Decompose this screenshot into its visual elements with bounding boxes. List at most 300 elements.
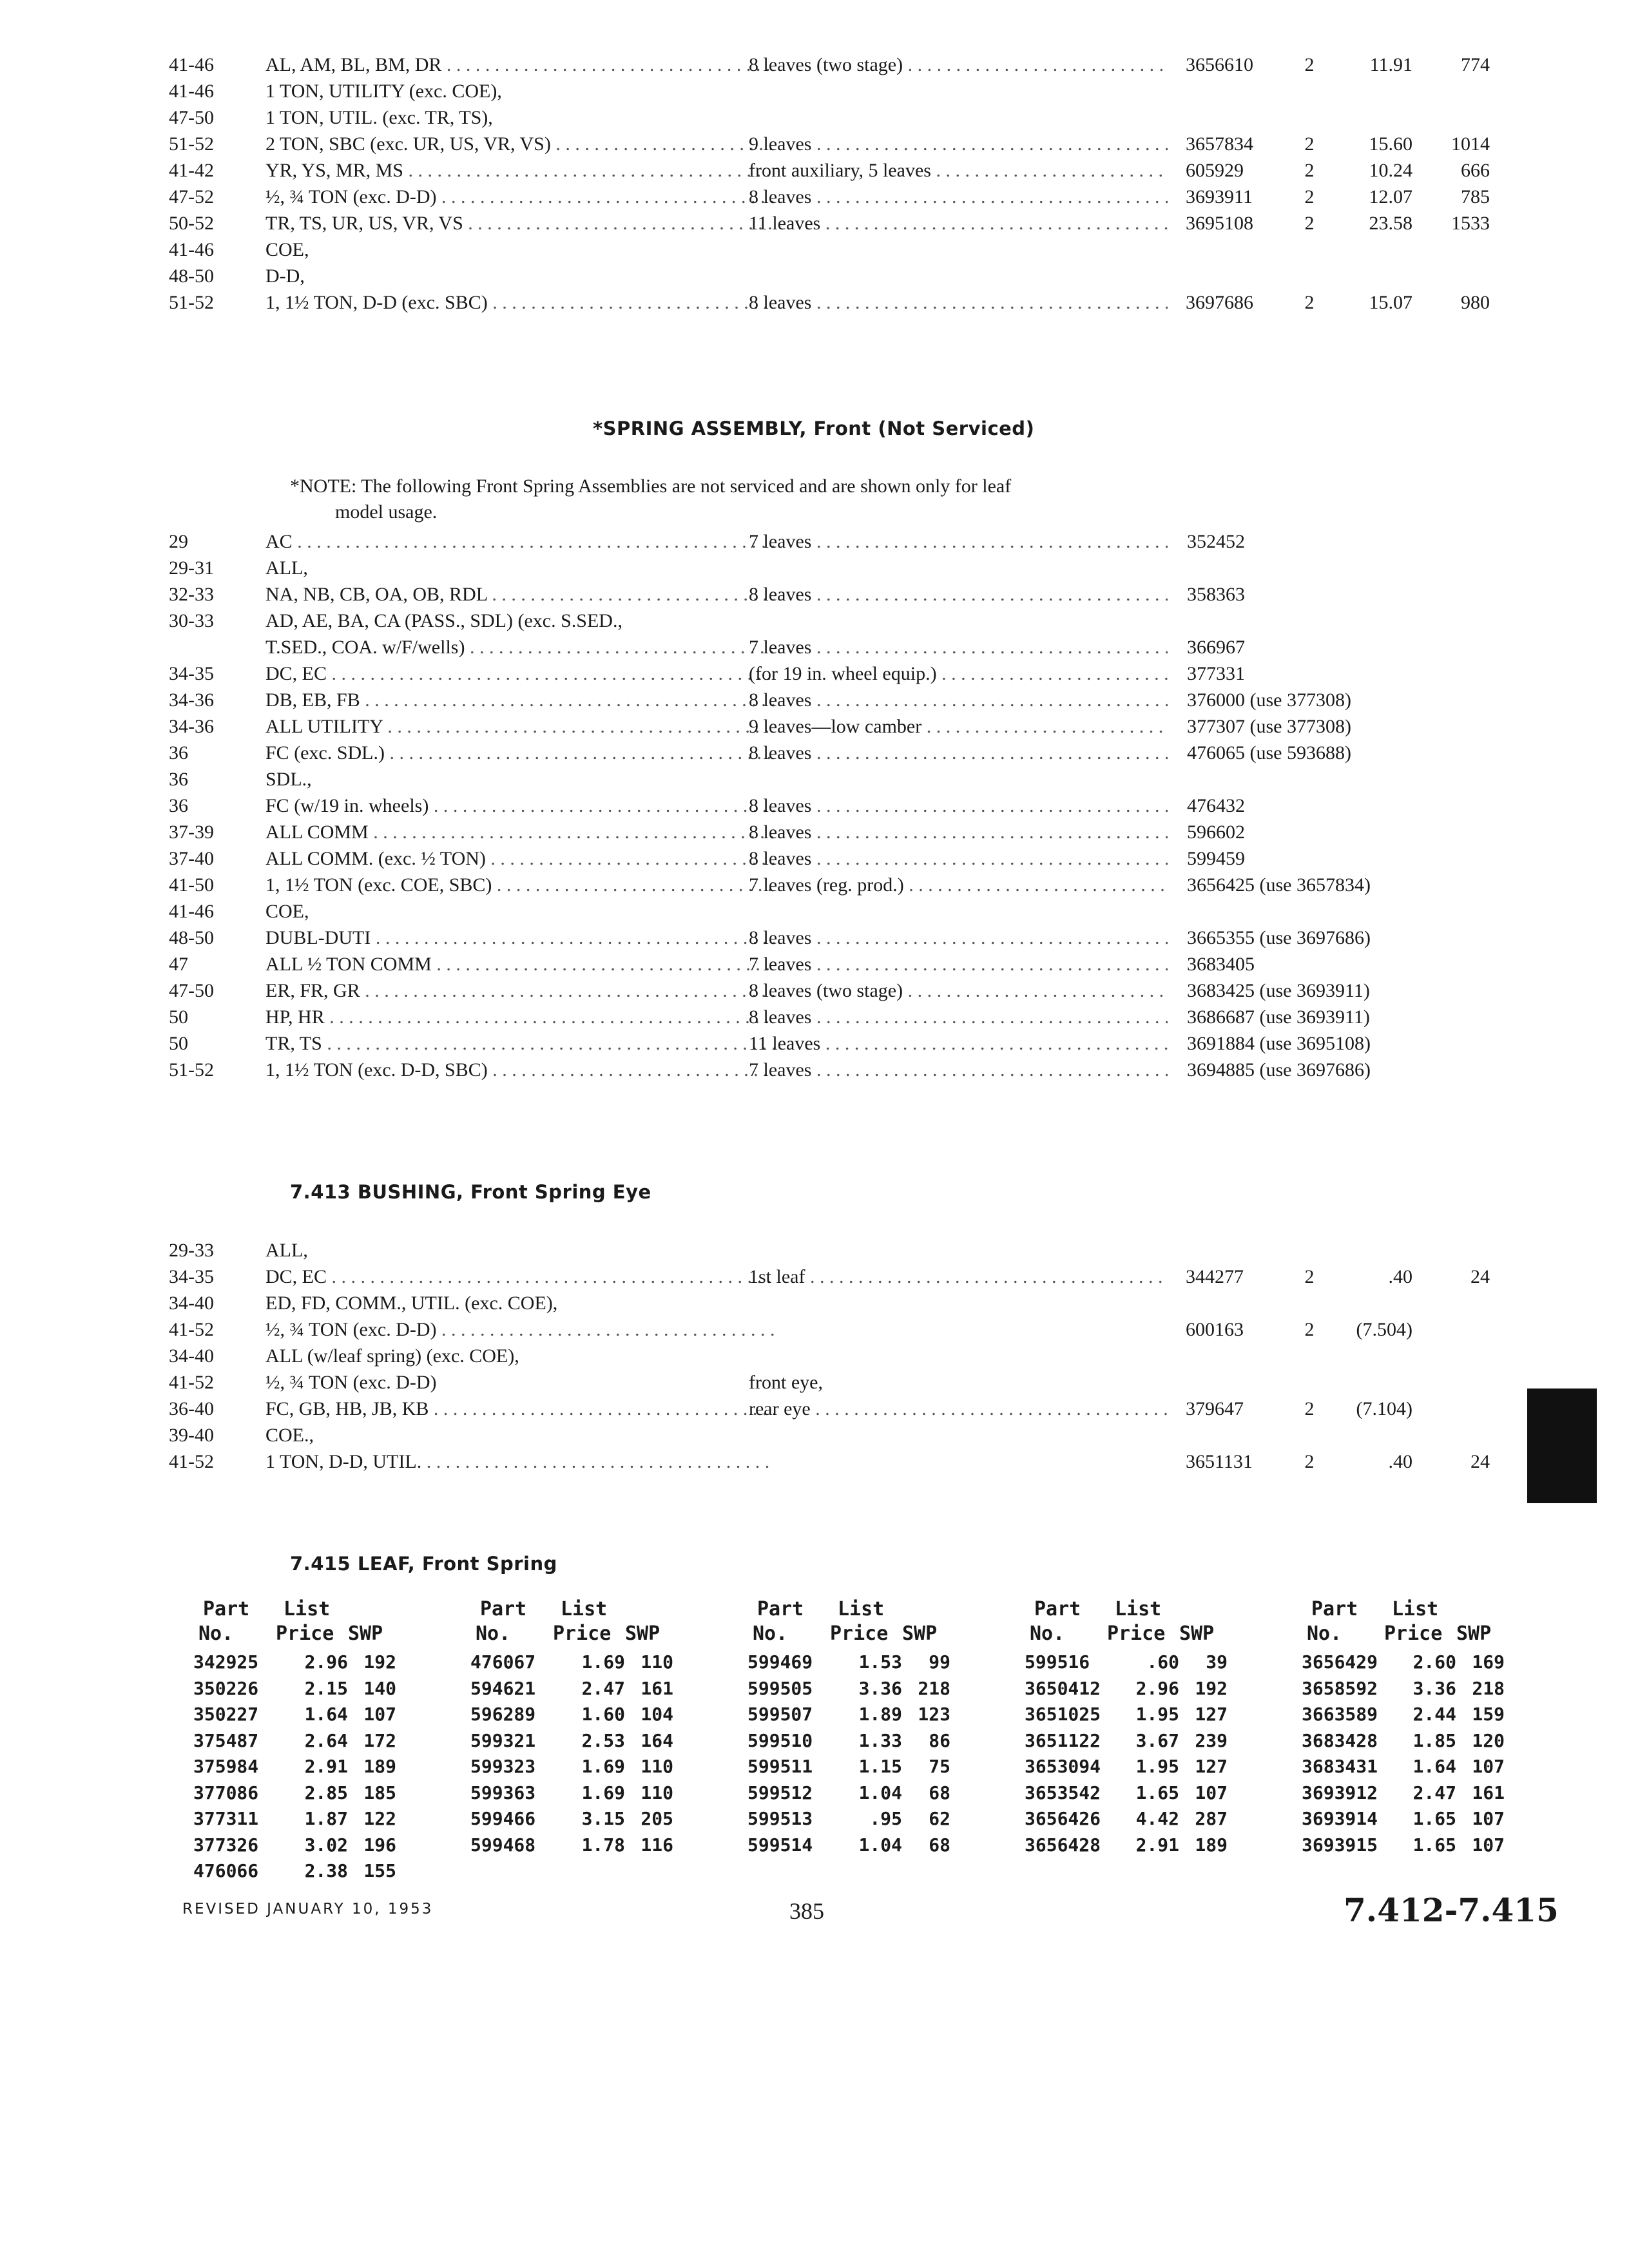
- part-number: 3657834: [1186, 133, 1253, 155]
- leaf-swp: 189: [1195, 1834, 1228, 1856]
- leaf-row: [1025, 1754, 1282, 1780]
- leaf-swp: 172: [363, 1729, 396, 1751]
- model-years: 47-50: [169, 107, 214, 128]
- part-number: 358363: [1187, 584, 1245, 605]
- model-list: FC, GB, HB, JB, KB . . .: [265, 1396, 775, 1422]
- model-years: 41-46: [169, 81, 214, 102]
- leaf-swp: 161: [1472, 1782, 1505, 1803]
- model-years: 37-39: [169, 822, 214, 843]
- leaf-swp: 122: [363, 1808, 396, 1829]
- leaf-swp: 127: [1195, 1704, 1228, 1725]
- model-list: COE,: [265, 901, 309, 922]
- leaf-part-number: 3693915: [1302, 1834, 1378, 1856]
- leaf-list-price: 4.42: [1135, 1808, 1179, 1829]
- table-row: [169, 766, 1509, 793]
- leaf-part-number: 599466: [470, 1808, 536, 1829]
- header-price: Price: [830, 1622, 889, 1645]
- model-list: ALL,: [265, 1240, 308, 1261]
- header-list: List: [284, 1598, 331, 1620]
- leaf-list-price: .95: [869, 1808, 902, 1829]
- model-list: 1, 1½ TON, D-D (exc. SBC) . . .: [265, 289, 775, 316]
- description: 1st leaf . . .: [749, 1264, 1168, 1290]
- table-row: [169, 104, 1509, 131]
- leaf-part-number: 350226: [193, 1677, 259, 1699]
- leaf-swp: 140: [363, 1677, 396, 1699]
- leaf-part-number: 599512: [747, 1782, 813, 1803]
- leaf-list-price: 1.85: [1412, 1729, 1456, 1751]
- leaf-row: [747, 1832, 1005, 1859]
- leaf-list-price: 1.04: [858, 1782, 902, 1803]
- model-years: 34-35: [169, 663, 214, 684]
- leaf-list-price: 3.67: [1135, 1729, 1179, 1751]
- description: 8 leaves (two stage) . . .: [749, 977, 1168, 1004]
- leaf-swp: 169: [1472, 1651, 1505, 1673]
- header-price: Price: [1384, 1622, 1443, 1645]
- table-row: [169, 1396, 1509, 1422]
- part-number: 377307 (use 377308): [1187, 716, 1351, 737]
- section-heading-spring-assembly: *SPRING ASSEMBLY, Front (Not Serviced): [593, 418, 1035, 439]
- leaf-list-price: 2.91: [1135, 1834, 1179, 1856]
- leaf-swp: 62: [929, 1808, 950, 1829]
- model-list: NA, NB, CB, OA, OB, RDL . . .: [265, 581, 775, 608]
- table-row: [169, 660, 1509, 687]
- quantity: 2: [1304, 1398, 1315, 1419]
- table-row: [169, 1343, 1509, 1369]
- leaf-row: [1025, 1780, 1282, 1807]
- leaf-part-number: 3653094: [1025, 1756, 1101, 1777]
- model-years: 41-46: [169, 239, 214, 260]
- description: 8 leaves . . .: [749, 184, 1168, 210]
- part-number: 3686687 (use 3693911): [1187, 1006, 1370, 1028]
- table-row: [169, 634, 1509, 660]
- header-part: Part: [1034, 1598, 1081, 1620]
- table-row: [169, 687, 1509, 713]
- leaf-part-number: 375984: [193, 1756, 259, 1777]
- thumb-index-tab: [1527, 1389, 1597, 1503]
- leaf-list-price: .60: [1146, 1651, 1179, 1673]
- leaf-row: [470, 1754, 728, 1780]
- leaf-part-number: 3683428: [1302, 1729, 1378, 1751]
- part-number: 596602: [1187, 822, 1245, 843]
- table-row: [169, 951, 1509, 977]
- list-price: 23.58: [1369, 213, 1412, 234]
- leaf-swp: 196: [363, 1834, 396, 1856]
- model-list: 1 TON, UTIL. (exc. TR, TS),: [265, 107, 493, 128]
- table-row: [169, 819, 1509, 845]
- leaf-list-price: 1.60: [581, 1704, 625, 1725]
- leaf-list-price: 3.36: [858, 1677, 902, 1699]
- header-price: Price: [276, 1622, 334, 1645]
- model-list: FC (exc. SDL.) . . .: [265, 740, 775, 766]
- model-years: 51-52: [169, 133, 214, 155]
- description: 8 leaves . . .: [749, 289, 1168, 316]
- model-list: T.SED., COA. w/F/wells) . . .: [265, 634, 775, 660]
- model-years: 41-46: [169, 901, 214, 922]
- header-list: List: [838, 1598, 885, 1620]
- leaf-swp: 110: [641, 1756, 673, 1777]
- leaf-swp: 86: [929, 1729, 950, 1751]
- leaf-swp: 110: [641, 1782, 673, 1803]
- table-row: [169, 1422, 1509, 1448]
- part-number: 3695108: [1186, 213, 1253, 234]
- table-row: [169, 78, 1509, 104]
- leaf-row: [470, 1780, 728, 1807]
- model-list: ALL UTILITY . . .: [265, 713, 775, 740]
- header-part-no: No.: [198, 1622, 234, 1645]
- description: 8 leaves . . .: [749, 1004, 1168, 1030]
- leaf-swp: 99: [929, 1651, 950, 1673]
- leaf-column-header: [193, 1598, 451, 1649]
- part-number: 352452: [1187, 531, 1245, 552]
- table-row: [169, 184, 1509, 210]
- swp-value: 1014: [1451, 133, 1490, 155]
- header-list: List: [1115, 1598, 1162, 1620]
- leaf-swp: 104: [641, 1704, 673, 1725]
- list-price: (7.104): [1356, 1398, 1412, 1419]
- table-row: [169, 1316, 1509, 1343]
- leaf-list-price: 1.65: [1412, 1808, 1456, 1829]
- header-list: List: [1392, 1598, 1439, 1620]
- model-list: D-D,: [265, 265, 305, 287]
- page-number: 385: [789, 1898, 824, 1924]
- description: 7 leaves . . .: [749, 1057, 1168, 1083]
- leaf-part-number: 3650412: [1025, 1677, 1101, 1699]
- model-years: 41-52: [169, 1451, 214, 1472]
- model-years: 37-40: [169, 848, 214, 869]
- leaf-part-number: 599321: [470, 1729, 536, 1751]
- leaf-swp: 159: [1472, 1704, 1505, 1725]
- leaf-swp: 39: [1206, 1651, 1228, 1673]
- not-serviced-table: [169, 528, 1509, 1083]
- part-number: 379647: [1186, 1398, 1244, 1419]
- model-years: 34-40: [169, 1293, 214, 1314]
- model-years: 41-52: [169, 1319, 214, 1340]
- model-list: 1 TON, UTILITY (exc. COE),: [265, 81, 502, 102]
- leaf-row: [1302, 1702, 1559, 1728]
- leaf-row: [1025, 1832, 1282, 1859]
- model-list: DC, EC . . .: [265, 1264, 775, 1290]
- leaf-row: [193, 1832, 451, 1859]
- table-row: [169, 52, 1509, 78]
- model-years: 48-50: [169, 927, 214, 948]
- leaf-swp: 185: [363, 1782, 396, 1803]
- list-price: .40: [1388, 1451, 1412, 1472]
- leaf-list-price: 1.89: [858, 1704, 902, 1725]
- description: (for 19 in. wheel equip.) . . .: [749, 660, 1168, 687]
- leaf-row: [470, 1649, 728, 1676]
- part-number: 3656610: [1186, 54, 1253, 75]
- quantity: 2: [1304, 160, 1315, 181]
- table-row: [169, 793, 1509, 819]
- leaf-list-price: 3.15: [581, 1808, 625, 1829]
- list-price: (7.504): [1356, 1319, 1412, 1340]
- description: 8 leaves . . .: [749, 845, 1168, 872]
- model-years: 29: [169, 531, 188, 552]
- leaf-part-number: 599516: [1025, 1651, 1090, 1673]
- description: 7 leaves . . .: [749, 951, 1168, 977]
- leaf-list-price: 2.38: [304, 1860, 348, 1881]
- leaf-row: [1302, 1754, 1559, 1780]
- description: 7 leaves . . .: [749, 528, 1168, 555]
- model-list: HP, HR . . .: [265, 1004, 775, 1030]
- quantity: 2: [1304, 292, 1315, 313]
- swp-value: 24: [1470, 1451, 1490, 1472]
- model-list: ½, ¾ TON (exc. D-D) . . .: [265, 184, 775, 210]
- leaf-list-price: 1.53: [858, 1651, 902, 1673]
- table-row: [169, 1448, 1509, 1475]
- model-list: ALL COMM. (exc. ½ TON) . . .: [265, 845, 775, 872]
- leaf-list-price: 2.15: [304, 1677, 348, 1699]
- description: 8 leaves . . .: [749, 925, 1168, 951]
- model-years: 41-46: [169, 54, 214, 75]
- leaf-part-number: 599511: [747, 1756, 813, 1777]
- model-list: ER, FR, GR . . .: [265, 977, 775, 1004]
- description: 7 leaves (reg. prod.) . . .: [749, 872, 1168, 898]
- leaf-part-number: 3658592: [1302, 1677, 1378, 1699]
- leaf-row: [1302, 1676, 1559, 1702]
- leaf-row: [193, 1676, 451, 1702]
- swp-value: 1533: [1451, 213, 1490, 234]
- table-row: [169, 740, 1509, 766]
- table-row: [169, 713, 1509, 740]
- leaf-list-price: 1.69: [581, 1756, 625, 1777]
- model-list: SDL.,: [265, 769, 312, 790]
- list-price: 15.60: [1369, 133, 1412, 155]
- header-price: Price: [553, 1622, 612, 1645]
- leaf-row: [747, 1649, 1005, 1676]
- model-years: 39-40: [169, 1425, 214, 1446]
- part-number: 3651131: [1186, 1451, 1253, 1472]
- leaf-list-price: 1.64: [1412, 1756, 1456, 1777]
- leaf-list-price: 2.60: [1412, 1651, 1456, 1673]
- table-row: [169, 157, 1509, 184]
- leaf-list-price: 2.44: [1412, 1704, 1456, 1725]
- leaf-part-number: 476067: [470, 1651, 536, 1673]
- part-number: 344277: [1186, 1266, 1244, 1287]
- description: 8 leaves . . .: [749, 793, 1168, 819]
- leaf-row: [1302, 1649, 1559, 1676]
- model-years: 41-52: [169, 1372, 214, 1393]
- leaf-row: [470, 1832, 728, 1859]
- model-list: ALL ½ TON COMM . . .: [265, 951, 775, 977]
- leaf-part-number: 342925: [193, 1651, 259, 1673]
- leaf-part-number: 3651122: [1025, 1729, 1101, 1751]
- leaf-row: [1302, 1832, 1559, 1859]
- leaf-swp: 123: [918, 1704, 950, 1725]
- description: 8 leaves . . .: [749, 581, 1168, 608]
- table-row: [169, 845, 1509, 872]
- leaf-list-price: 1.78: [581, 1834, 625, 1856]
- leaf-part-number: 3683431: [1302, 1756, 1378, 1777]
- part-number: 3694885 (use 3697686): [1187, 1059, 1371, 1081]
- header-part-no: No.: [753, 1622, 788, 1645]
- part-number: 599459: [1187, 848, 1245, 869]
- leaf-swp: 239: [1195, 1729, 1228, 1751]
- header-price: Price: [1107, 1622, 1166, 1645]
- leaf-row: [470, 1728, 728, 1754]
- list-price: 11.91: [1369, 54, 1412, 75]
- model-years: 48-50: [169, 265, 214, 287]
- leaf-column-header: [1025, 1598, 1282, 1649]
- table-row: [169, 608, 1509, 634]
- description: rear eye . . .: [749, 1396, 1168, 1422]
- leaf-row: [1025, 1702, 1282, 1728]
- spring-assembly-table: [169, 52, 1509, 316]
- leaf-row: [1025, 1806, 1282, 1832]
- header-swp: SWP: [1179, 1622, 1215, 1645]
- table-row: [169, 977, 1509, 1004]
- model-years: 34-40: [169, 1345, 214, 1367]
- table-row: [169, 925, 1509, 951]
- header-list: List: [561, 1598, 608, 1620]
- table-row: [169, 289, 1509, 316]
- leaf-list-price: 1.33: [858, 1729, 902, 1751]
- swp-value: 774: [1461, 54, 1490, 75]
- section-note: [290, 474, 1192, 525]
- table-row: [169, 1264, 1509, 1290]
- model-list: AC . . .: [265, 528, 775, 555]
- model-years: 51-52: [169, 1059, 214, 1081]
- model-years: 47-50: [169, 980, 214, 1001]
- part-number: 605929: [1186, 160, 1244, 181]
- model-list: 1, 1½ TON (exc. COE, SBC) . . .: [265, 872, 775, 898]
- model-years: 36-40: [169, 1398, 214, 1419]
- part-number: 476065 (use 593688): [1187, 742, 1351, 764]
- swp-value: 980: [1461, 292, 1490, 313]
- list-price: 15.07: [1369, 292, 1412, 313]
- leaf-row: [747, 1754, 1005, 1780]
- model-list: 1, 1½ TON (exc. D-D, SBC) . . .: [265, 1057, 775, 1083]
- part-number: 476432: [1187, 795, 1245, 816]
- leaf-column: [470, 1598, 728, 1858]
- part-number: 3691884 (use 3695108): [1187, 1033, 1371, 1054]
- leaf-part-number: 596289: [470, 1704, 536, 1725]
- model-years: 29-33: [169, 1240, 214, 1261]
- description: 8 leaves . . .: [749, 819, 1168, 845]
- leaf-list-price: 1.87: [304, 1808, 348, 1829]
- model-years: 50: [169, 1006, 188, 1028]
- table-row: [169, 528, 1509, 555]
- description: front auxiliary, 5 leaves . . .: [749, 157, 1168, 184]
- part-number: 377331: [1187, 663, 1245, 684]
- leaf-swp: 161: [641, 1677, 673, 1699]
- leaf-list-price: 2.53: [581, 1729, 625, 1751]
- leaf-row: [470, 1676, 728, 1702]
- quantity: 2: [1304, 54, 1315, 75]
- leaf-swp: 75: [929, 1756, 950, 1777]
- part-number: 3683405: [1187, 954, 1255, 975]
- leaf-row: [193, 1754, 451, 1780]
- leaf-swp: 218: [1472, 1677, 1505, 1699]
- header-part: Part: [203, 1598, 250, 1620]
- quantity: 2: [1304, 1266, 1315, 1287]
- leaf-part-number: 599469: [747, 1651, 813, 1673]
- model-list: DB, EB, FB . . .: [265, 687, 775, 713]
- model-years: 30-33: [169, 610, 214, 631]
- section-range: 7.412-7.415: [1344, 1891, 1559, 1929]
- model-years: 41-50: [169, 874, 214, 896]
- model-years: 50-52: [169, 213, 214, 234]
- model-list: AD, AE, BA, CA (PASS., SDL) (exc. S.SED.,: [265, 610, 622, 631]
- leaf-swp: 120: [1472, 1729, 1505, 1751]
- leaf-swp: 155: [363, 1860, 396, 1881]
- leaf-list-price: 2.64: [304, 1729, 348, 1751]
- leaf-swp: 189: [363, 1756, 396, 1777]
- leaf-swp: 127: [1195, 1756, 1228, 1777]
- description: 8 leaves . . .: [749, 740, 1168, 766]
- table-row: [169, 1030, 1509, 1057]
- leaf-swp: 107: [1472, 1834, 1505, 1856]
- leaf-swp: 192: [1195, 1677, 1228, 1699]
- leaf-row: [193, 1858, 451, 1885]
- leaf-swp: 68: [929, 1834, 950, 1856]
- leaf-swp: 107: [1472, 1756, 1505, 1777]
- swp-value: 785: [1461, 186, 1490, 207]
- model-years: 29-31: [169, 557, 214, 579]
- leaf-swp: 192: [363, 1651, 396, 1673]
- description: 7 leaves . . .: [749, 634, 1168, 660]
- description: 9 leaves . . .: [749, 131, 1168, 157]
- leaf-column: [193, 1598, 451, 1885]
- part-number: 376000 (use 377308): [1187, 689, 1351, 711]
- leaf-part-number: 377311: [193, 1808, 259, 1829]
- leaf-list-price: 3.36: [1412, 1677, 1456, 1699]
- leaf-list-price: 1.15: [858, 1756, 902, 1777]
- leaf-row: [747, 1806, 1005, 1832]
- description: 11 leaves . . .: [749, 210, 1168, 236]
- model-list: ½, ¾ TON (exc. D-D): [265, 1372, 437, 1393]
- model-list: COE.,: [265, 1425, 314, 1446]
- leaf-column-header: [1302, 1598, 1559, 1649]
- leaf-swp: 205: [641, 1808, 673, 1829]
- model-years: 36: [169, 742, 188, 764]
- part-number: 3683425 (use 3693911): [1187, 980, 1370, 1001]
- leaf-list-price: 1.69: [581, 1782, 625, 1803]
- leaf-column: [1025, 1598, 1282, 1858]
- leaf-list-price: 1.65: [1135, 1782, 1179, 1803]
- leaf-list-price: 1.04: [858, 1834, 902, 1856]
- header-swp: SWP: [625, 1622, 660, 1645]
- leaf-row: [747, 1702, 1005, 1728]
- leaf-column: [1302, 1598, 1559, 1858]
- part-number: 366967: [1187, 637, 1245, 658]
- header-part: Part: [1311, 1598, 1358, 1620]
- header-swp: SWP: [348, 1622, 383, 1645]
- leaf-column: [747, 1598, 1005, 1858]
- leaf-swp: 116: [641, 1834, 673, 1856]
- leaf-swp: 110: [641, 1651, 673, 1673]
- list-price: 12.07: [1369, 186, 1412, 207]
- model-list: ALL COMM . . .: [265, 819, 775, 845]
- leaf-row: [747, 1676, 1005, 1702]
- part-number: 3656425 (use 3657834): [1187, 874, 1371, 896]
- leaf-row: [1302, 1806, 1559, 1832]
- quantity: 2: [1304, 133, 1315, 155]
- leaf-part-number: 599507: [747, 1704, 813, 1725]
- section-heading-bushing: 7.413 BUSHING, Front Spring Eye: [290, 1181, 651, 1203]
- leaf-part-number: 599514: [747, 1834, 813, 1856]
- leaf-list-price: 2.96: [304, 1651, 348, 1673]
- model-list: TR, TS . . .: [265, 1030, 775, 1057]
- part-number: 3665355 (use 3697686): [1187, 927, 1371, 948]
- description: front eye,: [749, 1372, 823, 1393]
- leaf-list-price: 1.65: [1412, 1834, 1456, 1856]
- model-list: FC (w/19 in. wheels) . . .: [265, 793, 775, 819]
- leaf-row: [747, 1728, 1005, 1754]
- model-list: YR, YS, MR, MS . . .: [265, 157, 775, 184]
- note-line-1: *NOTE: The following Front Spring Assemblies are not serviced and are shown only for leaf: [290, 476, 1012, 497]
- model-list: ALL (w/leaf spring) (exc. COE),: [265, 1345, 519, 1367]
